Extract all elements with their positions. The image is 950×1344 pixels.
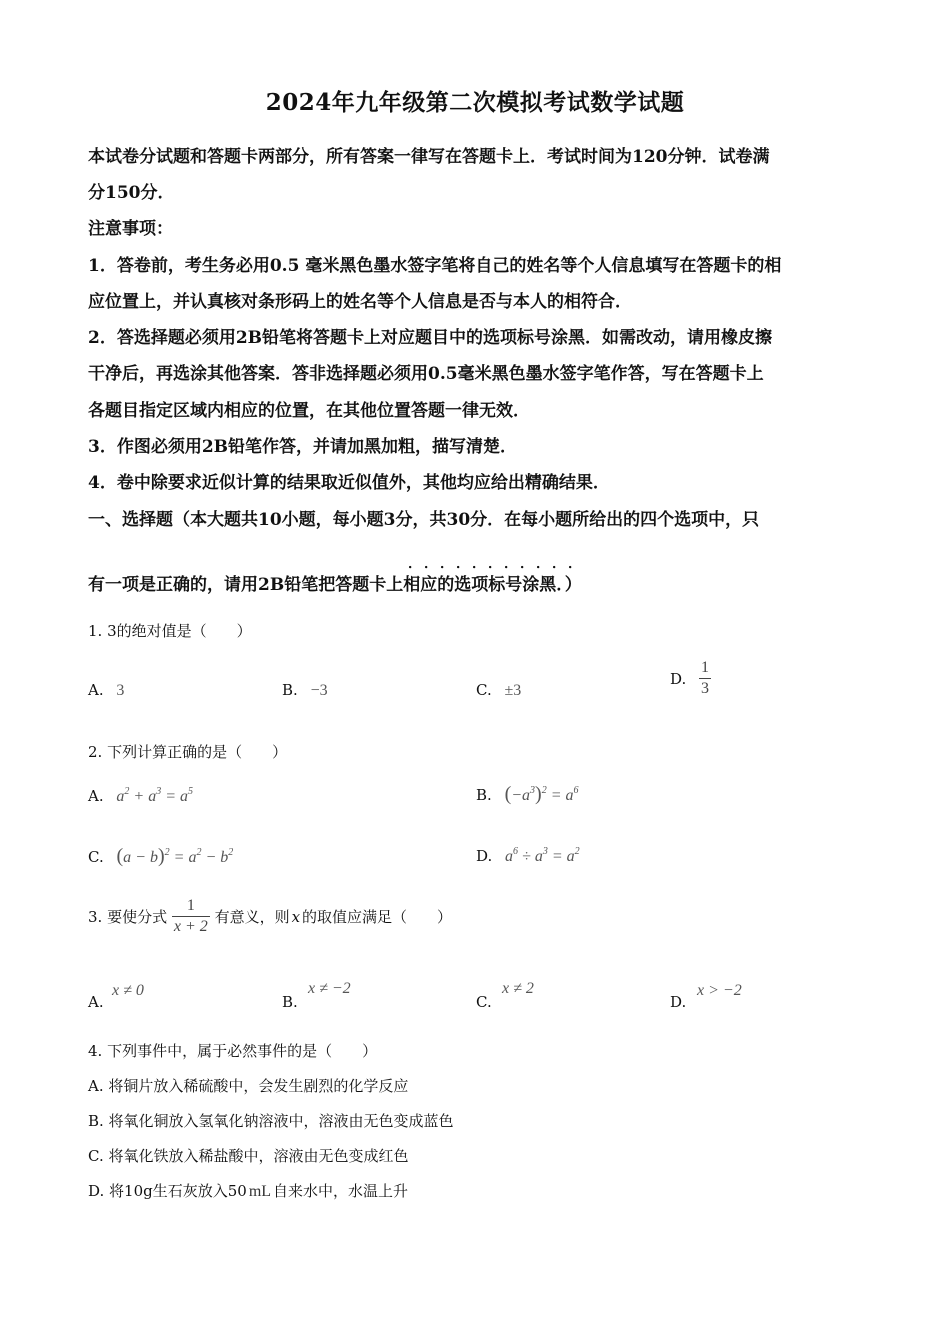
q3-variable: x: [291, 907, 301, 926]
option-label: B.: [282, 681, 298, 699]
notes-line: 1．答卷前，考生务必用0.5 毫米黑色墨水签字笔将自己的姓名等个人信息填写在答题卡的相: [88, 256, 782, 276]
page-title: 2024年九年级第二次模拟考试数学试题: [265, 89, 685, 116]
option-value: 3: [116, 682, 125, 699]
option-formula: $a^6 \div a^3 = a^2$: [505, 846, 580, 865]
option-value: ±3: [504, 682, 522, 699]
q4-option-d-text: D. 将10g生石灰放入50: [88, 1182, 247, 1200]
option-label: D.: [670, 993, 687, 1011]
option-label: A.: [88, 681, 104, 699]
intro-line-1: 本试卷分试题和答题卡两部分，所有答案一律写在答题卡上．考试时间为120分钟．试卷满: [88, 147, 770, 167]
q3-option-c: [476, 993, 492, 1011]
option-label: C.: [476, 681, 492, 699]
q4-stem: 4. 下列事件中，属于必然事件的是（ ）: [88, 1042, 378, 1060]
fraction-numerator: 1: [186, 897, 195, 914]
notes-line: 各题目指定区域内相应的位置，在其他位置答题一律无效．: [88, 401, 530, 421]
fraction-numerator: 1: [701, 659, 710, 676]
option-label: D.: [670, 669, 687, 688]
q1-option-a: [88, 681, 124, 700]
q3-option-d: [670, 993, 686, 1011]
q1-option-c: [476, 681, 521, 700]
q3-option-b-value: x ≠ −2: [308, 980, 351, 997]
section-heading-line-1: 一、选择题（本大题共10小题，每小题3分，共30分．在每小题所给出的四个选项中，只: [88, 510, 760, 530]
q3-option-a-value: x ≠ 0: [112, 982, 144, 999]
option-value: −3: [310, 682, 328, 699]
q3-option-b: [282, 993, 298, 1011]
emphasis-dots: ．．．．．．．．．．．: [408, 556, 591, 572]
q1-stem: 1. 3的绝对值是（ ）: [88, 622, 252, 640]
q4-option-c: C. 将氧化铁放入稀盐酸中，溶液由无色变成红色: [88, 1147, 409, 1165]
q3-stem-after: 有意义，则: [214, 908, 290, 926]
q2-stem: 2. 下列计算正确的是（ ）: [88, 743, 288, 761]
fraction-one-third: [699, 658, 711, 699]
q2-option-a: [88, 787, 193, 806]
section-heading-line-2: 有一项是正确的，请用2B铅笔把答题卡上相应的选项标号涂黑．）: [88, 575, 582, 595]
notes-line: 3．作图必须用2B铅笔作答，并请加黑加粗，描写清楚．: [88, 437, 518, 457]
q2-option-b: [476, 783, 579, 806]
option-label: D.: [476, 847, 493, 865]
option-label: B.: [282, 993, 298, 1011]
q1-option-b: [282, 681, 328, 700]
q4-option-d-rest: 自来水中，水温上升: [273, 1182, 409, 1200]
option-label: C.: [88, 848, 104, 866]
notes-line: 干净后，再选涂其他答案．答非选择题必须用0.5毫米黑色墨水签字笔作答，写在答题卡上: [88, 364, 764, 384]
fraction-denominator: x + 2: [173, 918, 208, 935]
fraction-denominator: 3: [701, 680, 710, 697]
q4-option-d: [88, 1180, 408, 1201]
notes-heading: 注意事项：: [88, 219, 173, 239]
option-label: B.: [476, 786, 492, 804]
q2-option-d: [476, 847, 580, 866]
option-formula: $(-a^3)^2 = a^6$: [504, 783, 579, 805]
q3-stem-end: 的取值应满足（ ）: [302, 908, 453, 926]
q4-option-b: B. 将氧化铜放入氢氧化钠溶液中，溶液由无色变成蓝色: [88, 1112, 454, 1130]
unit-ml: mL: [248, 1183, 272, 1200]
q3-option-d-value: x > −2: [697, 982, 742, 999]
option-label: A.: [88, 787, 104, 805]
q3-stem: [88, 896, 452, 937]
option-formula: $a^2 + a^3 = a^5$: [116, 786, 193, 805]
option-label: A.: [88, 993, 104, 1011]
option-label: C.: [476, 993, 492, 1011]
notes-line: 2．答选择题必须用2B铅笔将答题卡上对应题目中的选项标号涂黑．如需改动，请用橡皮擦: [88, 328, 773, 348]
q3-fraction: [172, 896, 210, 937]
notes-line: 应位置上，并认真核对条形码上的姓名等个人信息是否与本人的相符合．: [88, 292, 632, 312]
q4-option-a: A. 将铜片放入稀硫酸中，会发生剧烈的化学反应: [88, 1077, 409, 1095]
q1-option-d: [670, 658, 711, 699]
q3-option-a: [88, 993, 104, 1011]
intro-line-2: 分150分．: [88, 183, 175, 203]
option-formula: $(a - b)^2 = a^2 - b^2$: [116, 845, 234, 867]
notes-line: 4．卷中除要求近似计算的结果取近似值外，其他均应给出精确结果．: [88, 473, 610, 493]
q3-option-c-value: x ≠ 2: [502, 980, 534, 997]
q2-option-c: [88, 845, 233, 868]
q3-stem-before: 3. 要使分式: [88, 908, 168, 926]
